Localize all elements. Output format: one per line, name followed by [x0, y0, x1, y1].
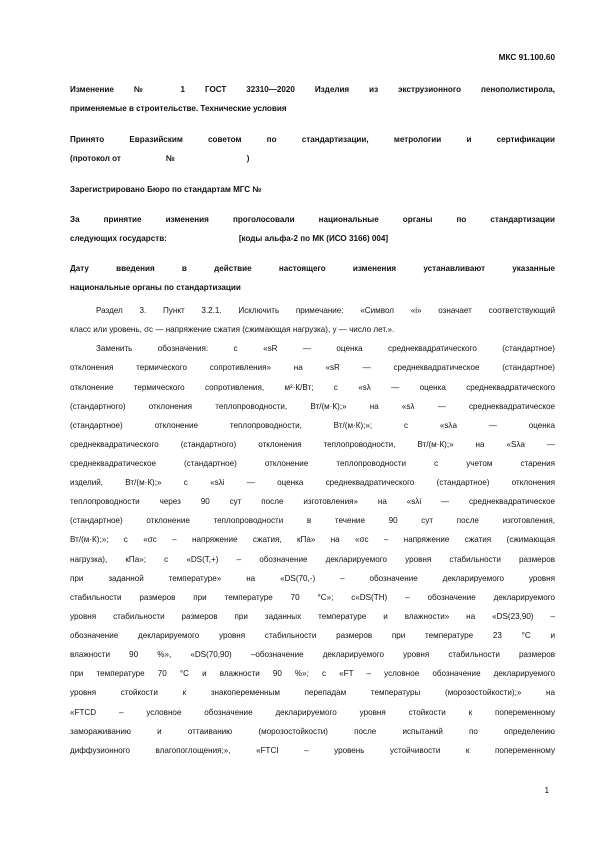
- body-line: отклонения термического сопротивления» на «sR — среднеквадратическое (стандартное): [70, 363, 555, 373]
- body-line: при заданной температуре» на «DS(70,-) – обозначение декларируемого уровня: [70, 573, 555, 583]
- body-line: среднеквадратическое (стандартное) отклонение теплопроводности с учетом старения: [70, 459, 555, 468]
- body-line: замораживанию и оттаиванию (морозостойкости) после испытаний по определению: [70, 726, 555, 736]
- body-line: уровня стойкости к знакопеременным перепадам температуры (морозостойкости);» на: [70, 688, 555, 698]
- adopted-line-1: Принято Евразийским советом по стандартизации, метрологии и сертификации: [70, 135, 555, 144]
- effective-line-1: Дату введения в действие настоящего изменения устанавливают указанные: [70, 264, 555, 273]
- body-line: обозначение декларируемого уровня стабильности размеров при температуре 23 °С и: [70, 631, 555, 640]
- mks-code: МКС 91.100.60: [498, 53, 555, 62]
- page-number: 1: [544, 786, 549, 795]
- title-line-2: применяемые в строительстве. Технические условия: [70, 104, 287, 113]
- effective-line-2: национальные органы по стандартизации: [70, 283, 241, 292]
- voted-line-2: следующих государств: [коды альфа-2 по МК (ИСО 3166) 004]: [70, 234, 389, 243]
- title-line-1: Изменение № 1 ГОСТ 32310—2020 Изделия из экструзионного пенополистирола,: [70, 85, 555, 94]
- body-line: Вт/(м·К);»; с «σc – напряжение сжатия, кПа» на «σc – напряжение сжатия (сжимающая: [70, 535, 555, 545]
- body-line: стабильности размеров при температуре 70 °С»; с«DS(TH) – обозначение декларируемого: [70, 592, 555, 602]
- body-line: уровня стабильности размеров при заданных температуре и влажности» на «DS(23,90) –: [70, 611, 555, 621]
- adopted-line-2: (протокол от № ): [70, 154, 250, 163]
- body-line: диффузионного влагопоглощения;», «FTCI – уровень устойчивости к попеременному: [70, 745, 555, 755]
- body-line: среднеквадратического (стандартного) отклонения теплопроводности, Вт/(м·К);» на «Sλa —: [70, 439, 555, 449]
- body-line: Раздел 3. Пункт 3.2.1. Исключить примечание: «Символ «i» означает соответствующий: [96, 306, 555, 315]
- body-line: Заменить обозначения: с «sR — оценка среднеквадратического (стандартное): [96, 344, 555, 354]
- registered-line: Зарегистрировано Бюро по стандартам МГС №: [70, 185, 262, 194]
- body-line: при температуре 70 °С и влажности 90 %»; с «FT – условное обозначение декларируемого: [70, 669, 555, 679]
- body-line: нагрузка), кПа»; с «DS(T,+) – обозначение декларируемого уровня стабильности размеров: [70, 554, 555, 564]
- body-line: класс или уровень, σc — напряжение сжатия (сжимающая нагрузка), y — число лет.».: [70, 325, 395, 335]
- body-line: теплопроводности через 90 сут после изготовления» на «sλi — среднеквадратическое: [70, 497, 555, 507]
- body-line: влажности 90 %», «DS(70,90) –обозначение декларируемого уровня стабильности размеров: [70, 650, 555, 660]
- voted-line-1: За принятие изменения проголосовали национальные органы по стандартизации: [70, 215, 555, 224]
- body-line: (стандартного) отклонения теплопроводности, Вт/(м·К);» на «sλ — среднеквадратическое: [70, 401, 555, 411]
- body-line: «FTCD – условное обозначение декларируемого уровня стойкости к попеременному: [70, 707, 555, 717]
- body-line: изделий, Вт/(м·К);» с «sλi — оценка среднеквадратического (стандартное) отклонения: [70, 478, 555, 488]
- body-line: (стандартное) отклонение теплопроводности в течение 90 сут после изготовления,: [70, 516, 555, 526]
- body-line: (стандартное) отклонение теплопроводности, Вт/(м·К);»; с «sλa — оценка: [70, 420, 555, 430]
- body-line: отклонение термического сопротивления, м²·К/Вт; с «sλ — оценка среднеквадратического: [70, 382, 555, 392]
